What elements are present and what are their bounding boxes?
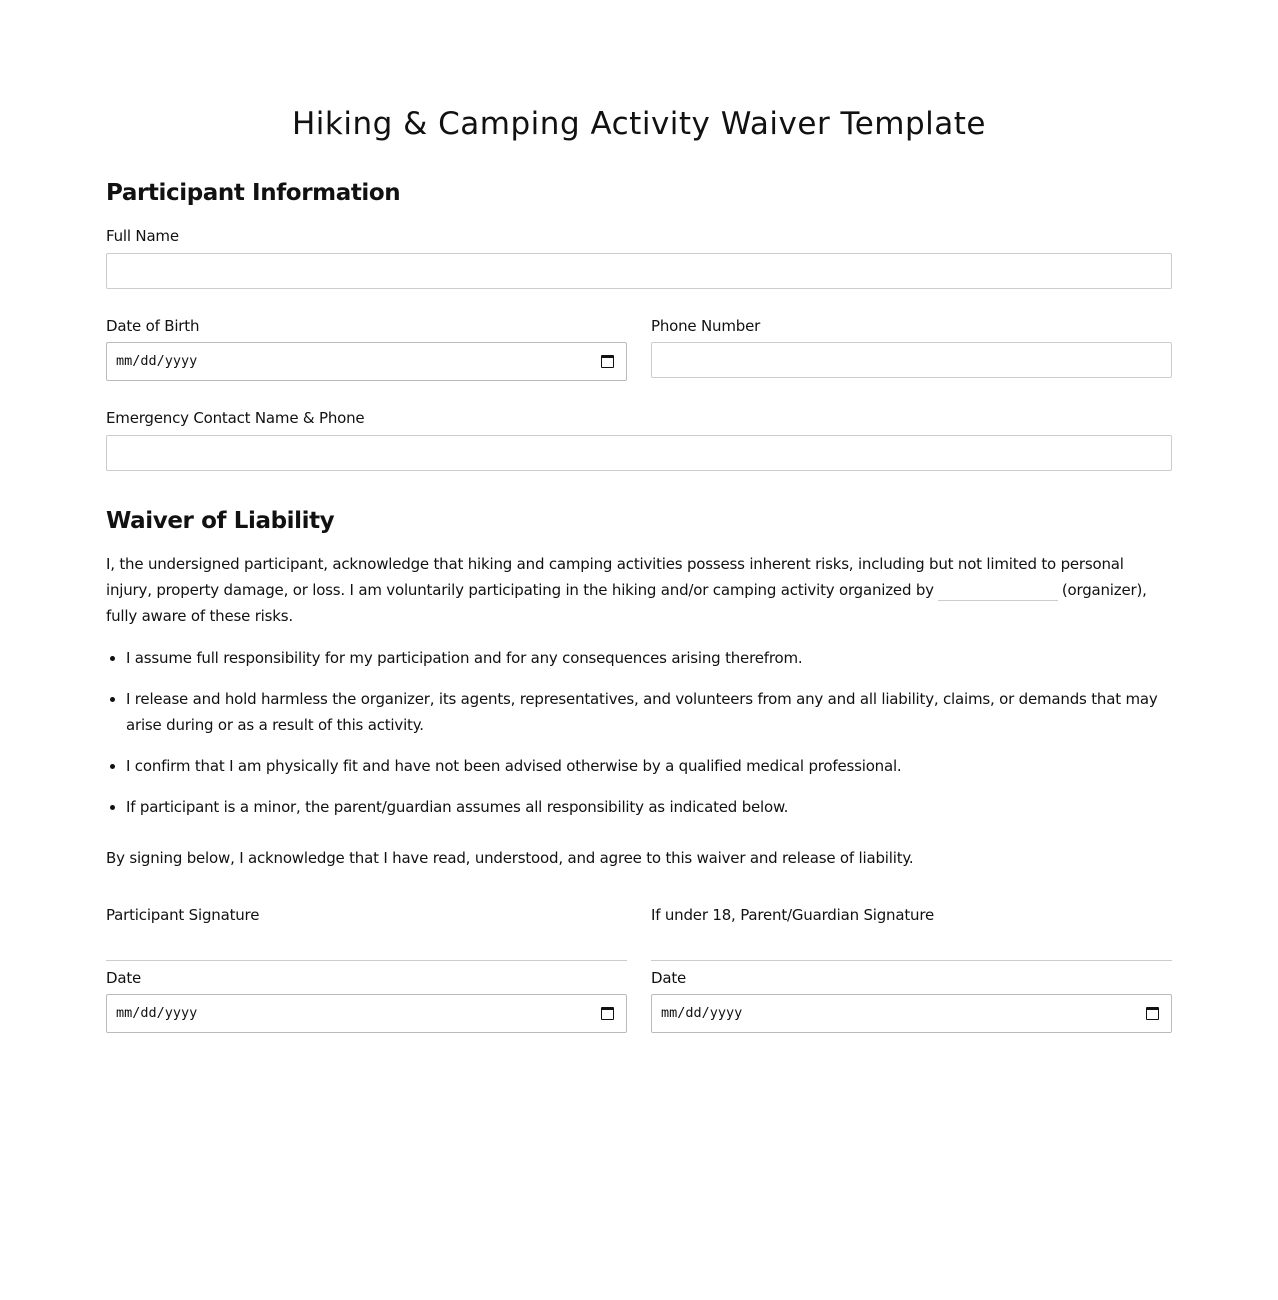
calendar-icon[interactable] bbox=[601, 1007, 614, 1020]
emergency-contact-label: Emergency Contact Name & Phone bbox=[106, 409, 365, 427]
list-item: • If participant is a minor, the parent/guardian assumes all responsibility as indicated below. bbox=[126, 794, 1172, 820]
page-title: Hiking & Camping Activity Waiver Template bbox=[291, 106, 987, 142]
closing-statement: By signing below, I acknowledge that I have read, understood, and agree to this waiver and release of liability. bbox=[106, 849, 914, 867]
full-name-input[interactable] bbox=[106, 253, 1172, 289]
participant-signature-label: Participant Signature bbox=[106, 906, 260, 924]
intro-text-end: (organizer), fully aware of these risks. bbox=[106, 581, 1147, 625]
phone-label: Phone Number bbox=[651, 317, 761, 335]
list-item: • I release and hold harmless the organizer, its agents, representatives, and volunteers from any and all liability, claims, or demands that may arise during or as a result of this activity. bbox=[126, 686, 1172, 738]
dob-input[interactable] bbox=[106, 342, 627, 381]
participant-date-input[interactable] bbox=[106, 994, 627, 1033]
participant-heading: Participant Information bbox=[106, 180, 401, 206]
date-placeholder: mm/dd/yyyy bbox=[661, 1005, 743, 1021]
dob-label: Date of Birth bbox=[106, 317, 200, 335]
waiver-terms-list bbox=[106, 645, 1172, 835]
calendar-icon[interactable] bbox=[1146, 1007, 1159, 1020]
phone-input[interactable] bbox=[651, 342, 1172, 378]
emergency-contact-input[interactable] bbox=[106, 435, 1172, 471]
guardian-signature-label: If under 18, Parent/Guardian Signature bbox=[651, 906, 935, 924]
guardian-date-label: Date bbox=[651, 969, 687, 987]
waiver-heading: Waiver of Liability bbox=[106, 508, 335, 534]
calendar-icon[interactable] bbox=[601, 355, 614, 368]
intro-text: I, the undersigned participant, acknowledge that hiking and camping activities possess inherent risks, including but not limited to personal injury, property damage, or loss. I am voluntarily participating in the hiking and/or camping activity organized by bbox=[106, 555, 1124, 599]
organizer-input[interactable] bbox=[938, 583, 1058, 601]
guardian-signature-line[interactable] bbox=[651, 960, 1172, 961]
participant-signature-line[interactable] bbox=[106, 960, 627, 961]
full-name-label: Full Name bbox=[106, 227, 179, 245]
list-item: • I confirm that I am physically fit and have not been advised otherwise by a qualified medical professional. bbox=[126, 753, 1172, 779]
waiver-intro bbox=[106, 551, 1172, 629]
dob-placeholder: mm/dd/yyyy bbox=[116, 353, 198, 369]
date-placeholder: mm/dd/yyyy bbox=[116, 1005, 198, 1021]
list-item: • I assume full responsibility for my participation and for any consequences arising therefrom. bbox=[126, 645, 1172, 671]
guardian-date-input[interactable] bbox=[651, 994, 1172, 1033]
participant-date-label: Date bbox=[106, 969, 142, 987]
